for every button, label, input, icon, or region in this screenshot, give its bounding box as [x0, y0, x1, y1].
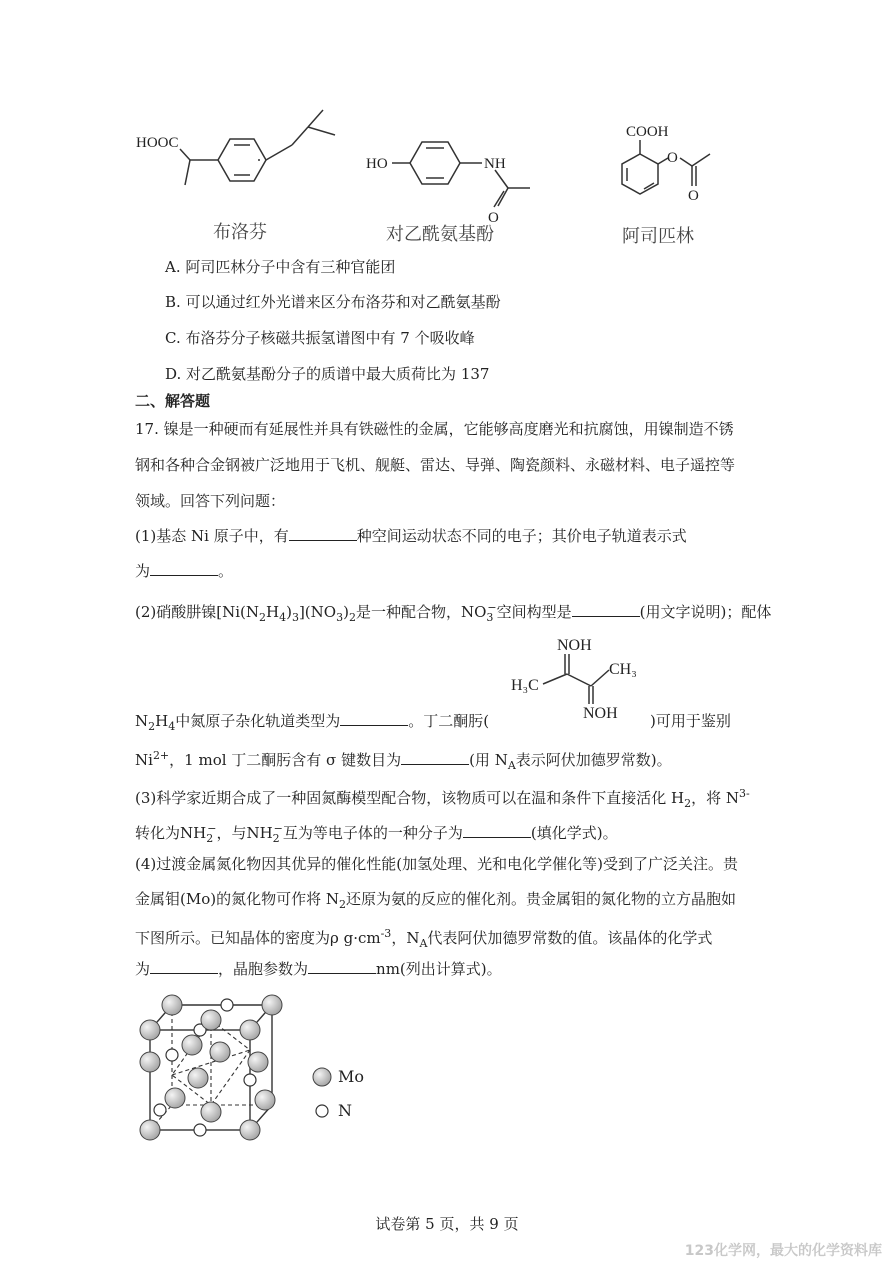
mo-atom [240, 1020, 260, 1040]
mo-atom [162, 995, 182, 1015]
q17-part4-text-f: 代表阿伏加德罗常数的值。该晶体的化学式 [427, 929, 713, 947]
q17-part1-line1 [135, 525, 687, 547]
q17-part2-text-a: (2)硝酸肼镍[Ni(N [135, 603, 259, 621]
q17-part3-text-c: 转化为NH [135, 824, 207, 842]
option-b-text: 可以通过红外光谱来区分布洛芬和对乙酰氨基酚 [185, 293, 501, 311]
dmg-h3c: H₃C [511, 677, 539, 694]
q17-part2-text-b: H [266, 603, 280, 621]
q17-part2-text-l: 。丁二酮肟( [408, 712, 490, 730]
legend-mo-label: Mo [338, 1067, 365, 1086]
paracetamol-ho: HO [366, 156, 388, 172]
q17-part2-text-n: Ni [135, 751, 153, 769]
mo-atom [188, 1068, 208, 1088]
ibuprofen-name: 布洛芬 [213, 222, 267, 243]
section-heading: 二、解答题 [135, 392, 211, 410]
option-b [165, 291, 501, 313]
dmg-ch3: CH₃ [609, 661, 637, 678]
option-d-letter: D. [165, 365, 182, 383]
n-atom [221, 999, 233, 1011]
option-d [165, 363, 489, 385]
n-atom [194, 1124, 206, 1136]
q17-part2-text-k: 中氮原子杂化轨道类型为 [175, 712, 341, 730]
q17-part2-text-i: N [135, 712, 149, 730]
legend-n-symbol [314, 1103, 330, 1119]
q17-part4-line4 [135, 958, 502, 980]
q17-part4-text-h: ，晶胞参数为 [218, 960, 309, 978]
q17-part4-line1 [135, 853, 738, 875]
legend-n-label: N [338, 1101, 352, 1120]
q17-part2-text-c: ) [286, 603, 292, 621]
option-a-letter: A. [165, 258, 181, 276]
ibuprofen-structure [130, 105, 370, 200]
q17-part4-line3: 下图所示。已知晶体的密度为ρ $g\cdot cm^{-3}$，$N_A$代表阿伏加德罗常数的值。该晶体的化学式 [135, 927, 713, 950]
q17-part4-text-e: ，N [391, 929, 420, 947]
q17-part1-line2 [135, 560, 233, 582]
crystal-cell-diagram [130, 990, 290, 1145]
n-atom [244, 1074, 256, 1086]
q17-part2-line3: $Ni^{2+}$，1 mol 丁二酮肟含有 σ 键数目为 (用 $N_A$表示阿伏加德罗常数)。 [135, 749, 672, 772]
mo-atom [248, 1052, 268, 1072]
n-atom [154, 1104, 166, 1116]
q17-intro-line3: 领域。回答下列问题： [135, 492, 286, 510]
answer-blank-7[interactable] [150, 959, 218, 974]
q17-part3-text-f: (填化学式)。 [530, 824, 618, 842]
q17-part2-text-h: (用文字说明)；配体 [639, 603, 772, 621]
mo-atom [255, 1090, 275, 1110]
option-a-text: 阿司匹林分子中含有三种官能团 [185, 258, 396, 276]
q17-part3-line1: (3)科学家近期合成了一种固氮酶模型配合物，该物质可以在温和条件下直接活化 $H_2$，将 $N^{3-}$ [135, 787, 750, 810]
mo-atom [201, 1010, 221, 1030]
q17-part2-line2: $N_2H_4$中氮原子杂化轨道类型为 。丁二酮肟( [135, 712, 490, 733]
q17-part4-text-i: nm(列出计算式)。 [376, 960, 502, 978]
q17-part2-text-g: 空间构型是 [496, 603, 572, 621]
q17-part4-text-c: 还原为氨的反应的催化剂。贵金属钼的氮化物的立方晶胞如 [346, 890, 737, 908]
option-c-letter: C. [165, 329, 181, 347]
answer-blank-8[interactable] [308, 959, 376, 974]
q17-part1-text-a: (1)基态 Ni 原子中，有 [135, 527, 289, 545]
answer-blank-3[interactable] [572, 602, 640, 617]
q17-part3-text-e: 互为等电子体的一种分子为 [282, 824, 463, 842]
dmg-noh-top: NOH [557, 637, 592, 654]
answer-blank-6[interactable] [463, 823, 531, 838]
aspirin-ether-o: O [667, 150, 678, 166]
mo-atom [182, 1035, 202, 1055]
q17-part2-text-p: (用 N [469, 751, 508, 769]
q17-part2-text-e: ) [343, 603, 349, 621]
q17-part3-line2: 转化为$NH_2^-$，与$NH_2^-$互为等电子体的一种分子为 (填化学式)。 [135, 822, 618, 845]
answer-blank-2[interactable] [150, 561, 218, 576]
watermark: 123化学网，最大的化学资料库 [684, 1243, 882, 1259]
answer-blank-5[interactable] [401, 750, 469, 765]
n-atom [166, 1049, 178, 1061]
q17-part3-text-b: ，将 N [691, 789, 740, 807]
mo-atom [201, 1102, 221, 1122]
mo-atom [140, 1120, 160, 1140]
mo-atom [140, 1020, 160, 1040]
mo-atom [210, 1042, 230, 1062]
q17-intro-line1: 17. 镍是一种硬而有延展性并具有铁磁性的金属，它能够高度磨光和抗腐蚀，用镍制造不锈 [135, 420, 734, 438]
q17-part2-text-m: )可用于鉴别 [650, 712, 731, 730]
q17-part2-text-o: ，1 mol 丁二酮肟含有 σ 键数目为 [169, 751, 402, 769]
paracetamol-nh: NH [484, 156, 506, 172]
q17-part3-text-d: ，与NH [216, 824, 273, 842]
q17-part2-text-f: 是一种配合物，NO [355, 603, 487, 621]
paracetamol-o: O [488, 210, 499, 225]
q17-part2-line1: (2)硝酸肼镍$[Ni(N_2H_4)_3](NO_3)_2$是一种配合物，$NO_3^-$空间构型是 (用文字说明)；配体 [135, 601, 772, 624]
q17-part2-line2b [650, 710, 731, 732]
option-a [165, 256, 395, 278]
paracetamol-name: 对乙酰氨基酚 [386, 224, 494, 245]
option-c-text: 布洛芬分子核磁共振氢谱图中有 7 个吸收峰 [185, 329, 475, 347]
mo-atom [165, 1088, 185, 1108]
q17-part3-text-a: (3)科学家近期合成了一种固氮酶模型配合物，该物质可以在温和条件下直接活化 H [135, 789, 685, 807]
q17-part4-text-b: 金属钼(Mo)的氮化物可作将 N [135, 890, 339, 908]
option-d-text: 对乙酰氨基酚分子的质谱中最大质荷比为 137 [186, 365, 490, 383]
option-c [165, 327, 475, 349]
q17-part2-text-j: H [155, 712, 169, 730]
q17-part4-line2: 金属钼(Mo)的氮化物可作将 $N_2$还原为氨的反应的催化剂。贵金属钼的氮化物的立方晶胞如 [135, 890, 737, 911]
q17-part4-text-a: (4)过渡金属氮化物因其优异的催化性能(加氢处理、光和电化学催化等)受到了广泛关注。贵 [135, 855, 738, 873]
aspirin-structure [600, 118, 730, 213]
q17-part1-text-b: 种空间运动状态不同的电子；其价电子轨道表示式 [356, 527, 687, 545]
q17-part4-text-d: 下图所示。已知晶体的密度为ρ g·cm [135, 929, 381, 947]
answer-blank-1[interactable] [289, 526, 357, 541]
mo-atom [140, 1052, 160, 1072]
dmg-noh-bottom: NOH [583, 705, 618, 722]
q17-part2-text-q: 表示阿伏加德罗常数)。 [515, 751, 672, 769]
q17-intro-line2: 钢和各种合金钢被广泛地用于飞机、舰艇、雷达、导弹、陶瓷颜料、永磁材料、电子遥控等 [135, 456, 736, 474]
answer-blank-4[interactable] [340, 711, 408, 726]
mo-atom [240, 1120, 260, 1140]
option-b-letter: B. [165, 293, 181, 311]
q17-part1-text-c: 为 [135, 562, 151, 580]
ibuprofen-hooc: HOOC [136, 135, 179, 151]
aspirin-carbonyl-o: O [688, 188, 699, 204]
q17-part4-text-g: 为 [135, 960, 151, 978]
paracetamol-structure [360, 130, 545, 225]
aspirin-cooh: COOH [626, 124, 669, 140]
aspirin-name: 阿司匹林 [622, 226, 694, 247]
page-footer: 试卷第 5 页，共 9 页 [375, 1215, 519, 1233]
dimethylglyoxime-structure [505, 630, 655, 726]
legend-mo-symbol [311, 1066, 333, 1088]
mo-atom [262, 995, 282, 1015]
q17-part1-text-d: 。 [218, 562, 234, 580]
q17-part2-text-d: ](NO [298, 603, 337, 621]
